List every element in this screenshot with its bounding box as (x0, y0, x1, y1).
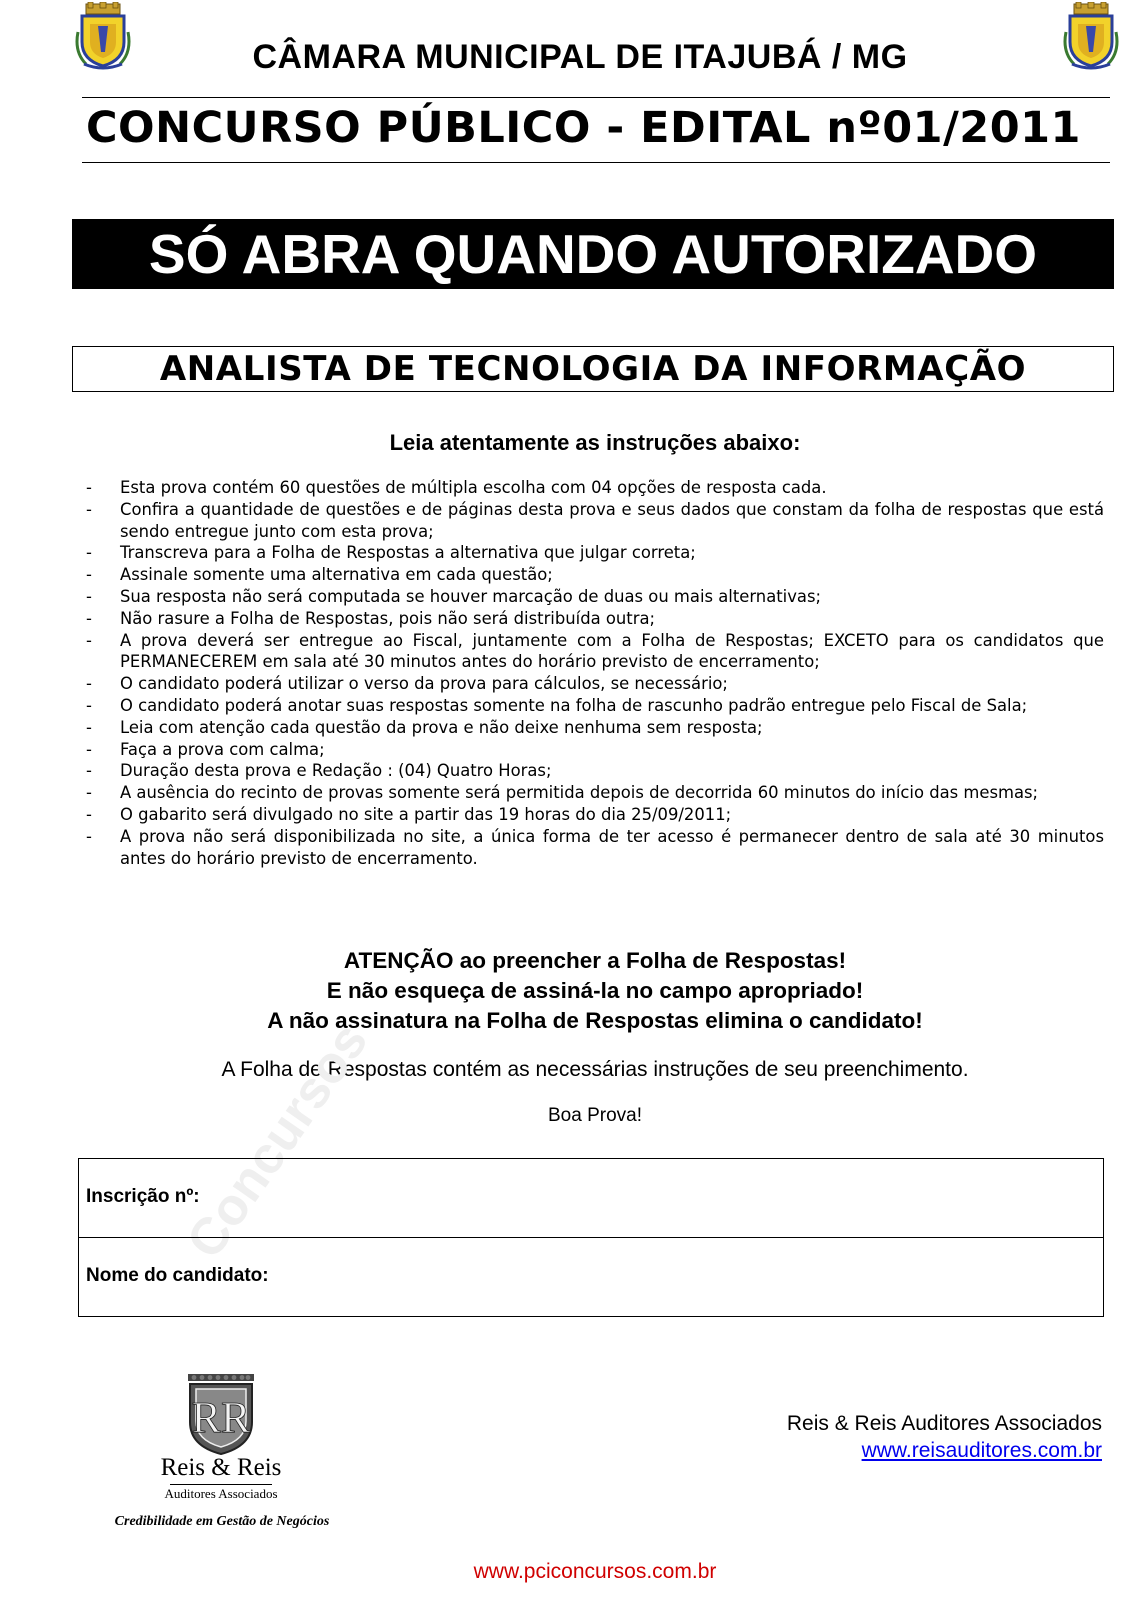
header-rule-top (82, 97, 1110, 98)
instruction-item: - Transcreva para a Folha de Respostas a alternativa que julgar correta; (86, 543, 696, 563)
warning-banner: SÓ ABRA QUANDO AUTORIZADO (72, 219, 1114, 289)
instruction-item: - A prova deverá ser entregue ao Fiscal, juntamente com a Folha de Respostas; EXCETO para os candidatos que PERMANECEREM em sala até 30 minutos antes do horário previsto de encerramento; (86, 630, 1104, 672)
instruction-item: - A prova não será disponibilizada no site, a única forma de ter acesso é permanecer dentro de sala até 30 minutos antes do horário previsto de encerramento. (86, 826, 1104, 868)
svg-text:RR: RR (191, 1393, 251, 1442)
instructions-heading: Leia atentamente as instruções abaixo: (389, 430, 801, 455)
boa-prova: Boa Prova! (548, 1105, 642, 1126)
cargo-title: ANALISTA DE TECNOLOGIA DA INFORMAÇÃO (72, 346, 1114, 392)
instruction-item: - Assinale somente uma alternativa em cada questão; (86, 565, 553, 585)
instruction-item: - Não rasure a Folha de Respostas, pois não será distribuída outra; (86, 608, 656, 628)
instruction-item: - Esta prova contém 60 questões de múltipla escolha com 04 opções de resposta cada. (86, 478, 827, 497)
instruction-item: - O gabarito será divulgado no site a partir das 19 horas do dia 25/09/2011; (86, 804, 732, 824)
instructions-list (82, 477, 1104, 869)
instruction-item: - Duração desta prova e Redação : (04) Quatro Horas; (86, 761, 552, 781)
instruction-item: - A ausência do recinto de provas somente será permitida depois de decorrida 60 minutos do início das mesmas; (86, 783, 1039, 803)
header-rule-bottom (82, 162, 1110, 163)
instruction-item: - Faça a prova com calma; (86, 739, 325, 759)
logo-name: Reis & Reis (160, 1454, 282, 1481)
folha-instructions: A Folha de Respostas contém as necessárias instruções de seu preenchimento. (221, 1058, 969, 1081)
company-name: Reis & Reis Auditores Associados (786, 1412, 1102, 1435)
attention-line-1: ATENÇÃO ao preencher a Folha de Respostas! (343, 948, 847, 973)
instruction-item: - Sua resposta não será computada se houver marcação de duas ou mais alternativas; (86, 586, 822, 606)
reis-logo-icon (186, 1374, 256, 1456)
inscricao-field[interactable] (79, 1159, 1103, 1237)
logo-divider (170, 1484, 272, 1485)
footer-url[interactable]: www.pciconcursos.com.br (473, 1560, 717, 1583)
inscricao-label: Inscrição nº: (86, 1186, 200, 1207)
attention-line-2: E não esqueça de assiná-la no campo apropriado! (326, 978, 864, 1003)
camara-title: CÂMARA MUNICIPAL DE ITAJUBÁ / MG (252, 38, 908, 76)
company-info (787, 1410, 1102, 1464)
company-url-link[interactable]: www.reisauditores.com.br (861, 1439, 1102, 1462)
watermark: Concursos (175, 1013, 380, 1269)
instruction-item: - O candidato poderá anotar suas respostas somente na folha de rascunho padrão entregue pelo Fiscal de Sala; (86, 695, 1028, 715)
attention-block (0, 946, 1122, 1036)
nome-label: Nome do candidato: (86, 1265, 269, 1286)
concurso-title: CONCURSO PÚBLICO - EDITAL nº01/2011 (86, 103, 1081, 153)
instruction-item: - Leia com atenção cada questão da prova e não deixe nenhuma sem resposta; (86, 717, 763, 737)
logo-subtitle: Auditores Associados (164, 1486, 278, 1501)
candidate-form (78, 1158, 1104, 1317)
instruction-item: - Confira a quantidade de questões e de páginas desta prova e seus dados que constam da folha de respostas que está sendo entregue junto com esta prova; (86, 499, 1104, 541)
nome-field[interactable] (79, 1237, 1103, 1316)
instruction-item: - O candidato poderá utilizar o verso da prova para cálculos, se necessário; (86, 674, 728, 694)
logo-tagline: Credibilidade em Gestão de Negócios (114, 1514, 330, 1529)
attention-line-3: A não assinatura na Folha de Respostas elimina o candidato! (267, 1008, 923, 1033)
